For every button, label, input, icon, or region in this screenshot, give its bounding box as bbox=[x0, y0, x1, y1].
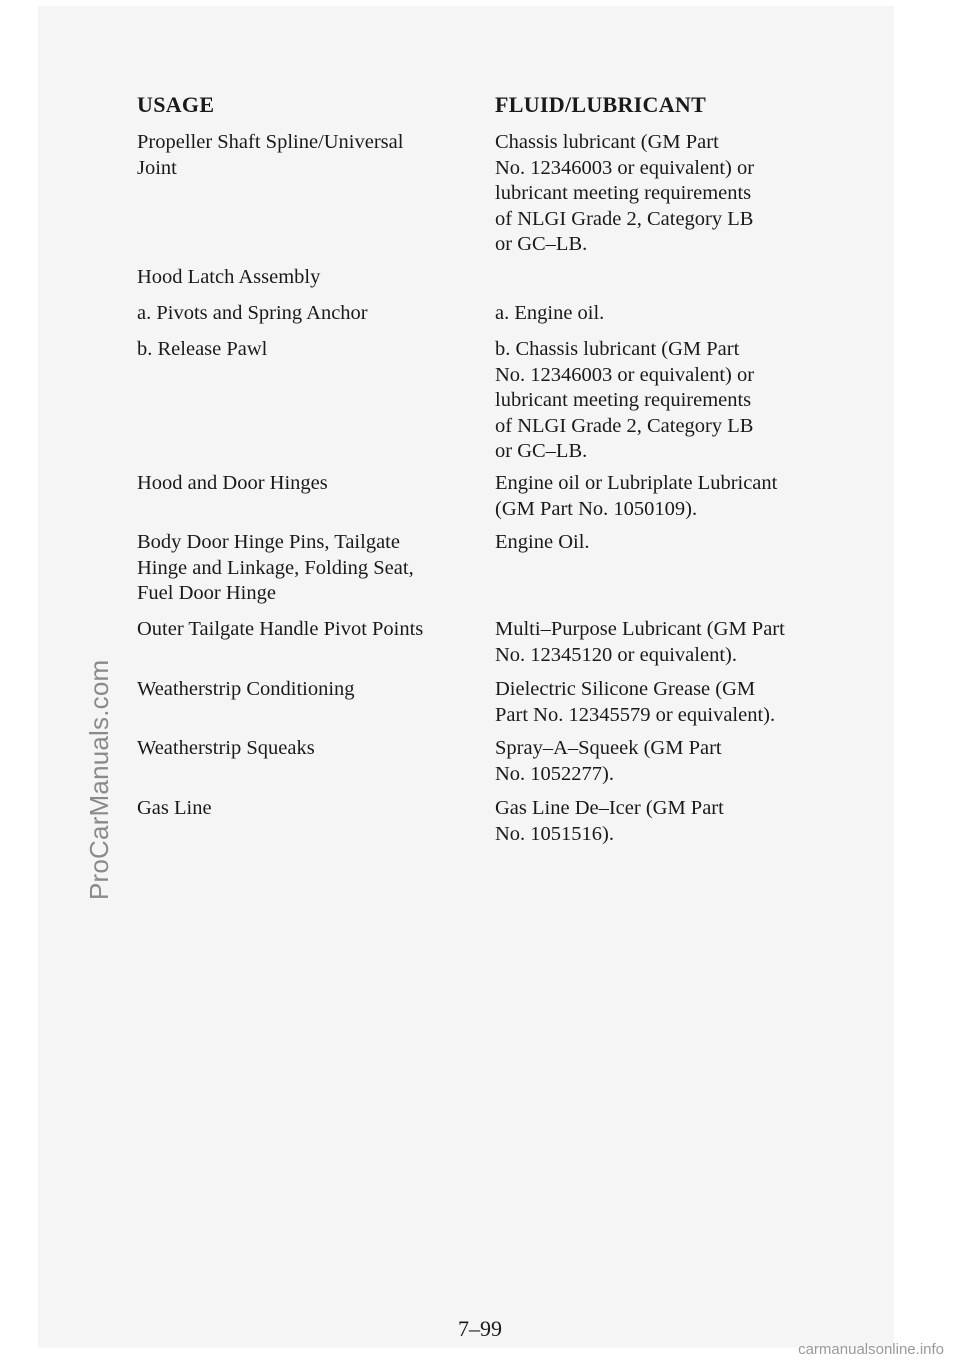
usage-cell: Gas Line bbox=[137, 797, 212, 819]
bottom-watermark: carmanualsonline.info bbox=[798, 1341, 944, 1358]
usage-cell: Hood Latch Assembly bbox=[137, 266, 321, 288]
page-number: 7–99 bbox=[458, 1316, 502, 1341]
fluid-lubricant-header: FLUID/LUBRICANT bbox=[495, 92, 707, 117]
usage-cell: b. Release Pawl bbox=[137, 338, 268, 360]
usage-cell: Propeller Shaft Spline/Universal Joint bbox=[137, 131, 404, 179]
fluid-cell: Dielectric Silicone Grease (GM Part No. 12345579 or equivalent). bbox=[495, 678, 776, 726]
fluid-cell: Gas Line De–Icer (GM Part No. 1051516). bbox=[495, 797, 724, 845]
fluid-cell: Multi–Purpose Lubricant (GM Part No. 12345120 or equivalent). bbox=[495, 618, 785, 666]
fluid-cell: Chassis lubricant (GM Part No. 12346003 or equivalent) or lubricant meeting requirements of NLGI Grade 2, Category LB or GC–LB. bbox=[495, 131, 755, 255]
usage-cell: Hood and Door Hinges bbox=[137, 472, 328, 494]
usage-cell: Body Door Hinge Pins, Tailgate Hinge and Linkage, Folding Seat, Fuel Door Hinge bbox=[137, 531, 414, 604]
fluid-cell: Engine Oil. bbox=[495, 531, 590, 553]
fluid-cell: b. Chassis lubricant (GM Part No. 12346003 or equivalent) or lubricant meeting requirements of NLGI Grade 2, Category LB or GC–LB. bbox=[495, 338, 755, 462]
fluid-cell: Spray–A–Squeek (GM Part No. 1052277). bbox=[495, 737, 722, 785]
usage-cell: Weatherstrip Conditioning bbox=[137, 678, 355, 700]
usage-cell: a. Pivots and Spring Anchor bbox=[137, 302, 368, 324]
fluid-cell: a. Engine oil. bbox=[495, 302, 605, 324]
side-watermark: ProCarManuals.com bbox=[84, 659, 114, 900]
usage-header: USAGE bbox=[137, 92, 215, 117]
usage-cell: Outer Tailgate Handle Pivot Points bbox=[137, 618, 424, 640]
fluid-cell: Engine oil or Lubriplate Lubricant (GM Part No. 1050109). bbox=[495, 472, 778, 520]
usage-cell: Weatherstrip Squeaks bbox=[137, 737, 315, 759]
